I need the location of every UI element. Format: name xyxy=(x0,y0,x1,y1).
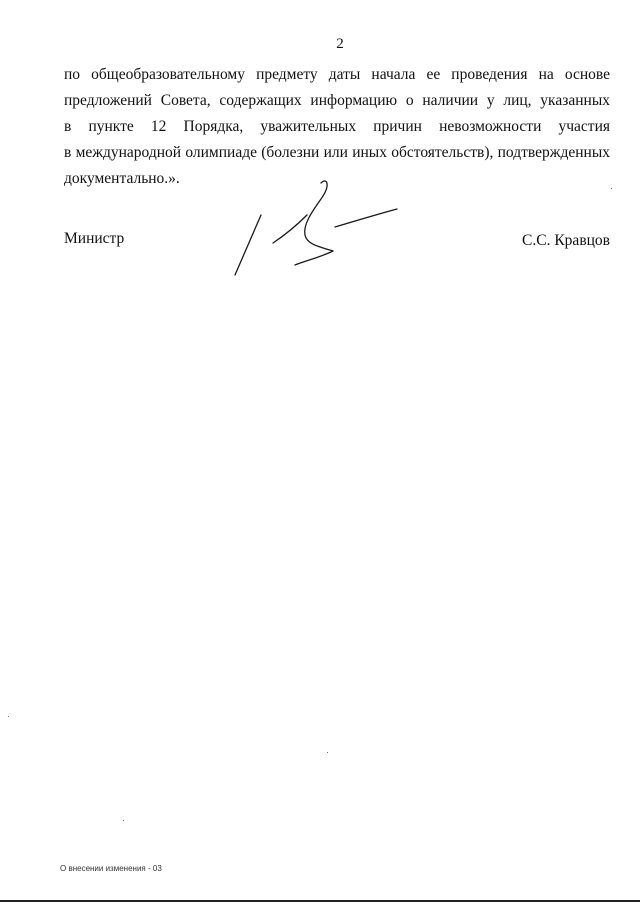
handwritten-signature xyxy=(225,175,410,285)
signer-name: С.С. Кравцов xyxy=(522,232,610,249)
body-line: предложений Совета, содержащих информацию о наличии у лиц, указанных xyxy=(64,92,610,109)
page-number: 2 xyxy=(336,36,344,52)
scan-speck xyxy=(327,752,328,753)
body-paragraph xyxy=(64,62,610,192)
body-line: по общеобразовательному предмету даты начала ее проведения на основе xyxy=(64,66,610,83)
scan-speck xyxy=(611,188,612,189)
body-line: в международной олимпиаде (болезни или иных обстоятельств), подтвержденных xyxy=(64,144,610,161)
scan-edge-rule xyxy=(0,900,640,902)
document-reference: О внесении изменения - 03 xyxy=(60,864,162,873)
signer-position: Министр xyxy=(64,230,125,247)
scan-speck xyxy=(8,716,9,717)
scan-speck xyxy=(123,820,124,821)
body-line: в пункте 12 Порядка, уважительных причин невозможности участия xyxy=(64,118,610,135)
body-line: документально.». xyxy=(64,170,180,187)
